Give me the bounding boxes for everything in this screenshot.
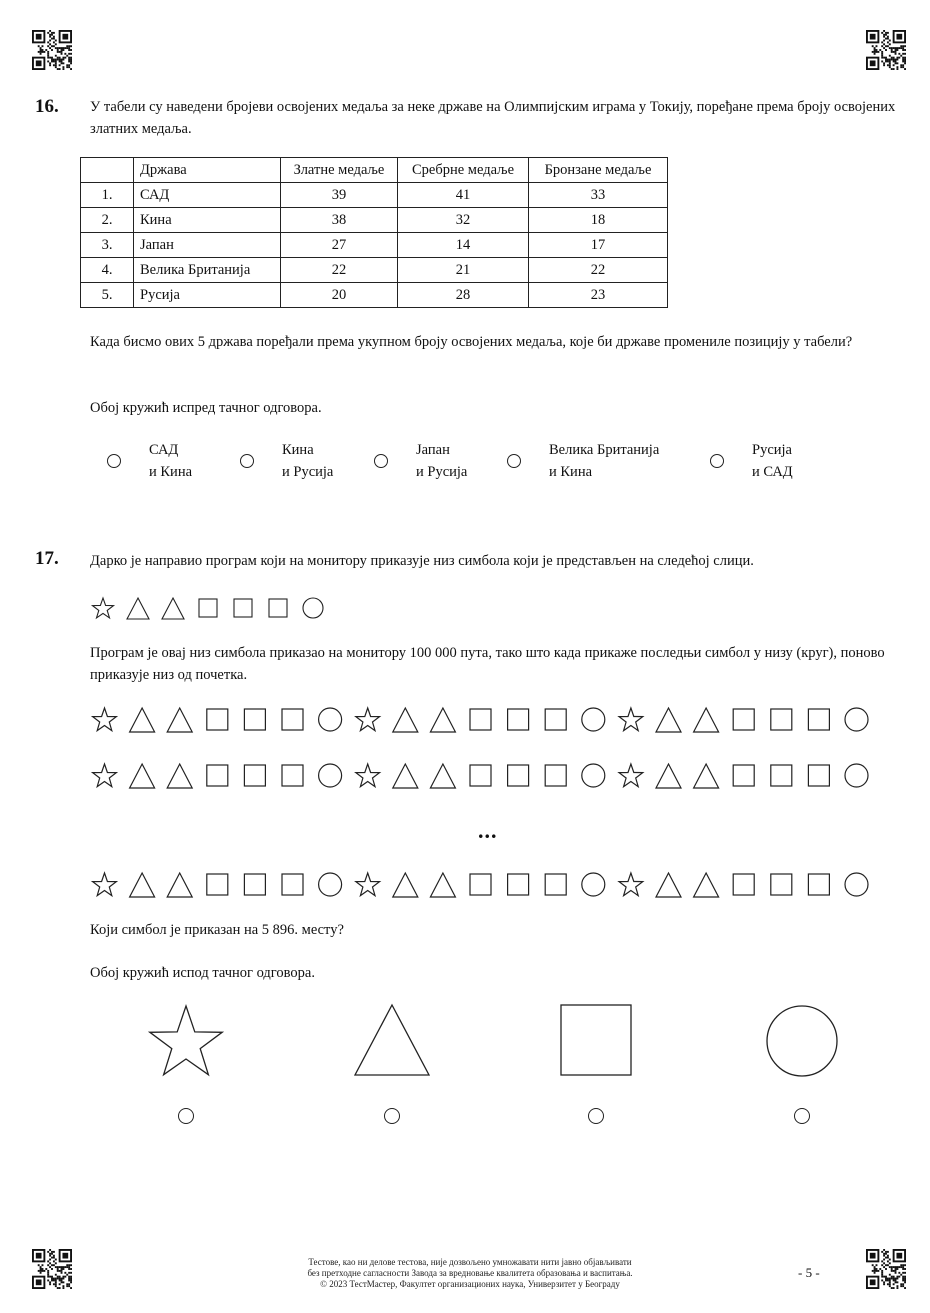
symbol-square (244, 765, 265, 786)
symbol-square (771, 709, 792, 730)
symbol-star (93, 708, 117, 731)
symbol-square (470, 874, 491, 895)
symbol-square (207, 874, 228, 895)
symbol-circle (319, 764, 342, 787)
symbol-star (356, 708, 380, 731)
symbol-square (808, 709, 829, 730)
symbol-square (470, 765, 491, 786)
table-header-cell: Држава (134, 158, 281, 183)
table-cell: Велика Британија (134, 258, 281, 283)
answer-option-china-russia[interactable] (240, 439, 333, 483)
question-16-instruction: Обој кружић испред тачног одговора. (90, 400, 322, 416)
symbol-star (619, 764, 643, 787)
answer-label: Кина и Русија (282, 442, 334, 480)
symbol-circle (582, 708, 605, 731)
ellipsis: ... (478, 818, 498, 843)
symbol-square (733, 709, 754, 730)
symbol-triangle (167, 764, 192, 788)
table-cell: Кина (134, 208, 281, 233)
question-16-number: 16. (35, 96, 59, 117)
question-17-description: Програм је овај низ симбола приказао на монитору 100 000 пута, тако што када прикаже последњи симбол у низу (круг), поново приказује низ од почетка. (90, 645, 885, 683)
answer-label: Јапан и Русија (416, 442, 468, 480)
symbol-triangle (130, 873, 155, 897)
symbol-star (93, 764, 117, 787)
answer-bubble-triangle[interactable] (384, 1108, 400, 1124)
table-cell: 22 (281, 258, 398, 283)
table-cell: 41 (398, 183, 529, 208)
symbol-star (356, 764, 380, 787)
question-17-text: Који симбол је приказан на 5 896. месту? (90, 922, 344, 938)
sequence-row (90, 761, 900, 791)
symbol-circle (845, 764, 868, 787)
symbol-square (199, 599, 217, 617)
table-row (81, 183, 668, 208)
symbol-triangle (130, 764, 155, 788)
symbol-square (207, 709, 228, 730)
symbol-triangle (162, 598, 184, 619)
table-header-row (81, 158, 668, 183)
symbol-triangle (694, 764, 719, 788)
table-row (81, 208, 668, 233)
table-cell: 4. (81, 258, 134, 283)
answer-shape-square (559, 1003, 633, 1077)
table-cell: 5. (81, 283, 134, 308)
table-cell: 20 (281, 283, 398, 308)
answer-shape-triangle (353, 1003, 431, 1077)
answer-bubble-square[interactable] (588, 1108, 604, 1124)
page-number: - 5 - (798, 1265, 820, 1280)
table-cell: 22 (529, 258, 668, 283)
answer-bubble-star[interactable] (178, 1108, 194, 1124)
table-cell: 14 (398, 233, 529, 258)
answer-bubble[interactable] (374, 454, 388, 468)
answer-bubble[interactable] (240, 454, 254, 468)
table-cell: 32 (398, 208, 529, 233)
symbol-square (282, 874, 303, 895)
symbol-triangle (656, 873, 681, 897)
table-cell: 33 (529, 183, 668, 208)
symbol-square (733, 874, 754, 895)
answer-label: САД и Кина (149, 442, 193, 480)
symbol-triangle (167, 708, 192, 732)
symbol-square (808, 874, 829, 895)
copyright-footer: Тестове, као ни делове тестова, није дозвољено умножавати нити јавно објављивати без претходне сагласности Завода за вредновање квалитета образовања и васпитања. © 2023 ТестМастер, Факултет организационих наука, Универзитет у Београду (307, 1257, 633, 1289)
symbol-square (207, 765, 228, 786)
symbol-square (282, 709, 303, 730)
table-cell: 27 (281, 233, 398, 258)
table-cell: 23 (529, 283, 668, 308)
symbol-triangle (694, 708, 719, 732)
symbol-square (234, 599, 252, 617)
answer-shape-circle (764, 1003, 840, 1079)
question-17-number: 17. (35, 548, 59, 569)
symbol-triangle (430, 764, 455, 788)
symbol-circle (319, 873, 342, 896)
answer-option-russia-usa[interactable] (710, 439, 793, 483)
symbol-triangle (656, 708, 681, 732)
table-header-cell (81, 158, 134, 183)
symbol-square (545, 709, 566, 730)
answer-bubble[interactable] (507, 454, 521, 468)
table-row (81, 233, 668, 258)
table-cell: 21 (398, 258, 529, 283)
symbol-circle (303, 598, 323, 618)
answer-label: Русија и САД (752, 442, 793, 480)
symbol-square (470, 709, 491, 730)
answer-bubble[interactable] (107, 454, 121, 468)
symbol-triangle (430, 873, 455, 897)
symbol-square (269, 599, 287, 617)
answer-shape-star (148, 1003, 224, 1079)
answer-option-japan-russia[interactable] (374, 439, 467, 483)
symbol-square (244, 874, 265, 895)
symbol-square (771, 874, 792, 895)
qr-code-icon (32, 30, 72, 70)
answer-bubble-circle[interactable] (794, 1108, 810, 1124)
answer-option-usa-china[interactable] (107, 439, 192, 483)
qr-code-icon (866, 1249, 906, 1289)
answer-label: Велика Британија и Кина (549, 442, 660, 480)
sequence-row (90, 705, 900, 735)
table-cell: 2. (81, 208, 134, 233)
table-row (81, 258, 668, 283)
qr-code-icon (866, 30, 906, 70)
symbol-square (282, 765, 303, 786)
symbol-circle (582, 764, 605, 787)
symbol-triangle (130, 708, 155, 732)
symbol-star (619, 708, 643, 731)
medals-table (80, 157, 668, 308)
symbol-triangle (430, 708, 455, 732)
symbol-circle (845, 708, 868, 731)
table-cell: Јапан (134, 233, 281, 258)
table-cell: 28 (398, 283, 529, 308)
symbol-triangle (127, 598, 149, 619)
symbol-star (93, 873, 117, 896)
question-16-text: Када бисмо ових 5 држава поређали према укупном броју освојених медаља, које би државе промениле позицију у табели? (90, 334, 853, 350)
symbol-triangle (393, 764, 418, 788)
symbol-triangle (694, 873, 719, 897)
sequence-row (90, 870, 900, 900)
table-cell: 18 (529, 208, 668, 233)
symbol-triangle (393, 708, 418, 732)
table-cell: Русија (134, 283, 281, 308)
question-17-instruction: Обој кружић испод тачног одговора. (90, 965, 315, 981)
symbol-sequence (90, 595, 350, 621)
symbol-square (771, 765, 792, 786)
symbol-circle (582, 873, 605, 896)
table-cell: САД (134, 183, 281, 208)
table-header-cell: Сребрне медаље (398, 158, 529, 183)
symbol-square (508, 765, 529, 786)
question-17-intro: Дарко је направио програм који на монитору приказује низ симбола који је представљен на следећој слици. (90, 553, 754, 569)
table-cell: 3. (81, 233, 134, 258)
table-cell: 39 (281, 183, 398, 208)
symbol-square (733, 765, 754, 786)
symbol-square (508, 709, 529, 730)
table-cell: 38 (281, 208, 398, 233)
question-16-intro: У табели су наведени бројеви освојених медаља за неке државе на Олимпијским играма у Токију, поређане према броју освојених златних медаља. (90, 99, 896, 137)
symbol-square (808, 765, 829, 786)
answer-bubble[interactable] (710, 454, 724, 468)
symbol-circle (319, 708, 342, 731)
symbol-circle (845, 873, 868, 896)
answer-option-uk-china[interactable] (507, 439, 659, 483)
symbol-square (545, 765, 566, 786)
table-header-cell: Златне медаље (281, 158, 398, 183)
qr-code-icon (32, 1249, 72, 1289)
symbol-star (619, 873, 643, 896)
symbol-square (244, 709, 265, 730)
symbol-square (508, 874, 529, 895)
symbol-triangle (167, 873, 192, 897)
symbol-square (545, 874, 566, 895)
symbol-triangle (393, 873, 418, 897)
table-row (81, 283, 668, 308)
table-cell: 1. (81, 183, 134, 208)
table-header-cell: Бронзане медаље (529, 158, 668, 183)
symbol-star (356, 873, 380, 896)
table-cell: 17 (529, 233, 668, 258)
symbol-triangle (656, 764, 681, 788)
symbol-star (93, 598, 114, 618)
